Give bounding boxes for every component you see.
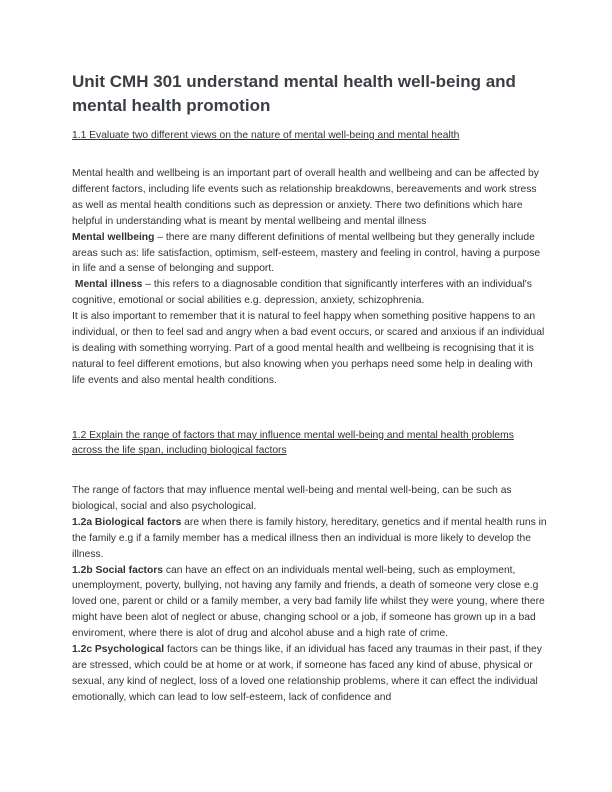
document-title: Unit CMH 301 understand mental health well-being and mental health promotion — [72, 72, 516, 115]
mental-wellbeing-term: Mental wellbeing — [72, 231, 155, 243]
biological-factors-text: are when there is family history, hereditary, genetics and if mental health runs in the family e.g if a family member has a medical illness then an individual is more likely to develop the illness. — [72, 516, 547, 560]
mental-wellbeing-definition: – there are many different definitions of mental wellbeing but they generally include areas such as: life satisfaction, optimism, self-esteem, mastery and feeling in control, having a purpose in life and a sense of belonging and support. — [72, 231, 541, 275]
biological-factors-paragraph — [72, 515, 548, 563]
section-1-1-intro: Mental health and wellbeing is an important part of overall health and wellbeing and can be affected by different factors, including life events such as relationship breakdowns, bereavements and work stress as well as mental health conditions such as depression or anxiety. There two definitions which hare helpful in understanding what is meant by mental wellbeing and mental illness — [72, 168, 539, 227]
section-heading-1-1: 1.1 Evaluate two different views on the nature of mental well-being and mental health — [72, 130, 460, 141]
social-factors-term: 1.2b Social factors — [72, 564, 163, 576]
section-heading-1-2: 1.2 Explain the range of factors that may influence mental well-being and mental health problems across the life span, including biological factors — [72, 430, 514, 456]
section-1-1-body — [72, 166, 548, 389]
psychological-factors-paragraph — [72, 642, 548, 706]
section-1-1-closing: It is also important to remember that it is natural to feel happy when something positive happens to an individual, or then to feel sad and angry when a bad event occurs, or scared and anxious if an individual is dealing with something worrying. Part of a good mental health and wellbeing is recognising that it is natural to feel different emotions, but also knowing when you perhaps need some help in dealing with life events and also mental health conditions. — [72, 311, 545, 386]
social-factors-paragraph — [72, 563, 548, 643]
mental-illness-definition: – this refers to a diagnosable condition that significantly interferes with an individual's cognitive, emotional or social abilities e.g. depression, anxiety, schizophrenia. — [72, 279, 532, 307]
mental-illness-term: Mental illness — [74, 279, 143, 291]
psychological-factors-text: factors can be things like, if an idividual has faced any traumas in their past, if they are stressed, which could be at home or at work, if someone has faced any kind of abuse, physical or sexual, any kind of neglect, loss of a loved one relationship problems, where it can effect the individual emotionally, which can lead to low self-esteem, lack of confidence and — [72, 644, 542, 703]
section-1-2-body — [72, 483, 548, 706]
psychological-factors-term: 1.2c Psychological — [72, 644, 165, 656]
biological-factors-term: 1.2a Biological factors — [72, 516, 182, 528]
section-1-2-intro: The range of factors that may influence mental well-being and mental well-being, can be such as biological, social and also psychological. — [72, 485, 512, 512]
mental-illness-paragraph — [72, 277, 548, 309]
mental-wellbeing-paragraph — [72, 230, 548, 278]
social-factors-text: can have an effect on an individuals mental well-being, such as employment, unemployment, poverty, bullying, not having any family and friends, a death of someone very close e.g loved one, parent or child or a family member, a very bad family life whilst they were young, where there might have been alot of neglect or abuse, changing school or a job, if someone has grown up in a bad enviroment, where there is alot of drug and alcohol abuse and a high rate of crime. — [72, 564, 545, 640]
